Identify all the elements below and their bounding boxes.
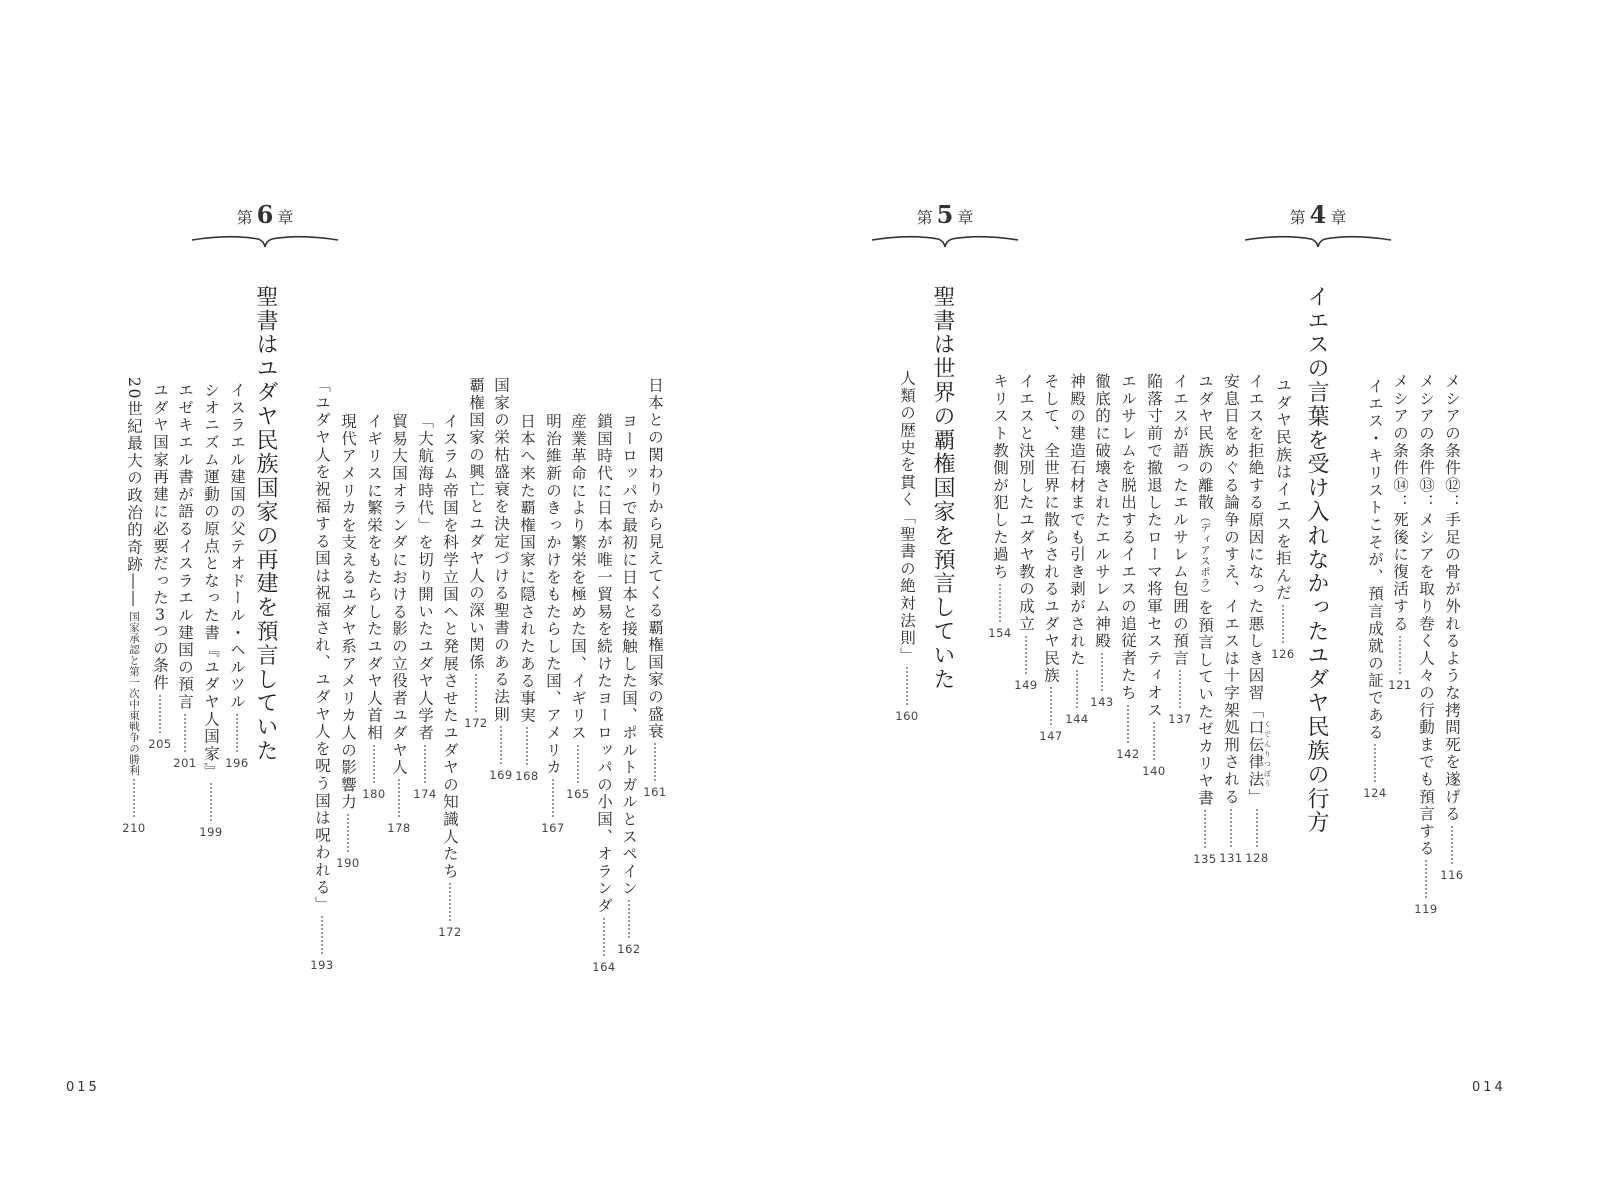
toc-entry[interactable]: [309, 377, 335, 972]
toc-page-number: 199: [199, 824, 223, 839]
toc-page-number: 169: [489, 768, 513, 782]
toc-entry[interactable]: [1387, 373, 1413, 692]
chapter-label-suffix: 章: [277, 208, 294, 227]
chapter-swash-ornament: [870, 232, 1020, 252]
toc-entry[interactable]: [1362, 378, 1388, 800]
toc-entry[interactable]: [172, 382, 198, 770]
toc-entry-title: [147, 382, 173, 692]
entry-text: 陥落寸前で撤退したローマ将軍セスティオス: [1145, 373, 1163, 719]
page-number-right: 014: [1472, 1080, 1506, 1095]
toc-entry[interactable]: [147, 382, 173, 751]
entry-text: 「大航海時代」を切り開いたユダヤ人学者: [416, 413, 434, 742]
toc-page-number: 137: [1168, 712, 1192, 727]
chapter-title: [252, 285, 278, 763]
dot-leader: [1256, 809, 1258, 847]
toc-entry-title: [565, 413, 591, 742]
dot-leader: [398, 779, 400, 817]
entry-text: イエスが語ったエルサレム包囲の預言: [1171, 373, 1189, 668]
toc-entry[interactable]: [463, 377, 489, 730]
toc-entry[interactable]: [1270, 377, 1296, 661]
dot-leader: [373, 745, 375, 783]
entry-text: シオニズム運動の原点となった書『ユダヤ人国家』: [202, 382, 220, 780]
toc-page-number: 140: [1142, 764, 1166, 778]
entry-text: メシアの条件⑭：死後に復活する: [1391, 373, 1409, 633]
chapter-number: 4: [1309, 200, 1327, 229]
dot-leader: [1230, 809, 1232, 847]
toc-entry[interactable]: [198, 382, 224, 839]
entry-text: 現代アメリカを支えるユダヤ系アメリカ人の影響力: [339, 413, 357, 811]
toc-entry[interactable]: [1439, 373, 1465, 882]
toc-entry-title: [642, 377, 668, 740]
entry-text: メシアの条件⑬：メシアを取り巻く人々の行動までも預言する: [1417, 373, 1435, 858]
dot-leader: [1050, 687, 1052, 725]
chapter-swash-ornament: [1243, 232, 1393, 252]
chapter-swash-ornament: [190, 232, 340, 252]
dot-leader: [654, 743, 656, 781]
ruby-term: [1246, 719, 1272, 789]
chapter-heading: [1248, 200, 1388, 229]
toc-entry-title: [335, 413, 361, 811]
toc-page-number: 174: [413, 786, 437, 801]
entry-text: 国家の栄枯盛衰を決定づける聖書のある法則: [492, 377, 510, 723]
toc-page-number: 119: [1414, 902, 1438, 917]
entry-text: イギリスに繁栄をもたらしたユダヤ人首相: [365, 413, 383, 742]
toc-entry-title: [172, 382, 198, 711]
toc-page-number: 160: [895, 709, 919, 724]
entry-text: メシアの条件⑫：手足の骨が外れるような拷問死を遂げる: [1443, 373, 1461, 823]
toc-page-number: 164: [592, 959, 616, 974]
chapter-title-text: 聖書は世界の覇権国家を預言していた: [930, 285, 955, 692]
toc-entry[interactable]: [565, 413, 591, 801]
toc-entry[interactable]: [1413, 373, 1439, 916]
chapter-label-suffix: 章: [957, 208, 974, 227]
toc-entry-title: [1089, 373, 1115, 650]
toc-entry[interactable]: [121, 377, 147, 835]
toc-entry-title: [1387, 373, 1413, 633]
toc-entry-title: [894, 370, 920, 664]
toc-entry[interactable]: [488, 377, 514, 782]
dot-leader: [236, 714, 238, 752]
chapter-number: 6: [256, 200, 274, 229]
entry-subtext: （ディアスポラ）: [1199, 511, 1211, 600]
toc-entry[interactable]: [987, 373, 1013, 640]
entry-text: 産業革命により繁栄を極めた国、イギリス: [569, 413, 587, 742]
toc-entry[interactable]: [437, 413, 463, 939]
toc-entry-title: [1167, 373, 1193, 667]
chapter-label-prefix: 第: [916, 208, 933, 227]
entry-text: 日本へ来た覇権国家に隠されたある事実: [518, 413, 536, 725]
chapter-label-prefix: 第: [236, 208, 253, 227]
toc-entry-title: [1270, 377, 1296, 602]
dot-leader: [1282, 605, 1284, 643]
toc-page-number: 180: [362, 786, 386, 801]
toc-entry-title: [412, 413, 438, 742]
dot-leader: [424, 745, 426, 783]
dot-leader: [1425, 860, 1427, 898]
dot-leader: [1399, 636, 1401, 674]
toc-entry-title: [361, 413, 387, 742]
toc-entry-title: [987, 373, 1013, 581]
toc-page-number: 149: [1014, 677, 1038, 692]
toc-entry[interactable]: [540, 413, 566, 835]
dot-leader: [1374, 744, 1376, 782]
toc-entry[interactable]: [361, 413, 387, 801]
toc-entry-title: [488, 377, 514, 723]
toc-entry[interactable]: [335, 413, 361, 870]
dot-leader: [628, 900, 630, 938]
page-number-left: 015: [66, 1080, 100, 1095]
toc-page-number: 193: [310, 958, 334, 973]
toc-entry-title: [121, 377, 147, 776]
entry-text: 貿易大国オランダにおける影の立役者ユダヤ人: [390, 413, 408, 777]
toc-entry-title: [514, 413, 540, 724]
entry-text: ユダヤ国家再建に必要だった3つの条件: [151, 382, 169, 692]
toc-entry[interactable]: [1038, 373, 1064, 743]
toc-entry-title: [1439, 373, 1465, 823]
toc-page-number: 210: [122, 820, 146, 835]
chapter-label-prefix: 第: [1289, 208, 1306, 227]
dot-leader: [184, 714, 186, 752]
entry-text: エルサレムを脱出するイエスの追従者たち: [1119, 373, 1137, 702]
dot-leader: [552, 779, 554, 817]
dot-leader: [999, 584, 1001, 622]
entry-text: イスラエル建国の父テオドール・ヘルツル: [228, 382, 246, 711]
toc-page-number: 172: [438, 925, 462, 940]
dot-leader: [1451, 826, 1453, 864]
chapter-heading: [195, 200, 335, 229]
entry-text: ユダヤ民族はイエスを拒んだ: [1274, 377, 1292, 602]
toc-entry-title: [1064, 373, 1090, 667]
toc-page-number: 124: [1363, 786, 1387, 801]
toc-entry[interactable]: [1167, 373, 1193, 726]
toc-page-number: 147: [1039, 729, 1063, 744]
entry-text: そして、全世界に散らされるユダヤ民族: [1042, 373, 1060, 685]
toc-entry-title: [1413, 373, 1439, 857]
toc-page-number: 128: [1245, 850, 1269, 865]
entry-text: 20世紀最大の政治的奇跡――: [125, 377, 143, 608]
toc-page-number: 165: [566, 786, 590, 801]
dot-leader: [1076, 670, 1078, 708]
dot-leader: [159, 695, 161, 733]
chapter-heading: [875, 200, 1015, 229]
dot-leader: [449, 883, 451, 921]
toc-page-number: 131: [1219, 850, 1243, 865]
entry-text: 「ユダヤ人を祝福する国は祝福され、ユダヤ人を呪う国は呪われる」: [313, 377, 331, 914]
dot-leader: [526, 727, 528, 765]
toc-entry-title: [1243, 373, 1272, 806]
toc-entry-title: [224, 382, 250, 711]
entry-text: 日本との関わりから見えてくる覇権国家の盛衰: [646, 377, 664, 741]
entry-text: ユダヤ民族の離散: [1196, 373, 1214, 512]
entry-text: 人類の歴史を貫く「聖書の絶対法則」: [898, 370, 916, 665]
dot-leader: [1153, 722, 1155, 760]
toc-page-number: 205: [148, 736, 172, 751]
dot-leader: [500, 726, 502, 764]
toc-page-number: 178: [387, 821, 411, 836]
entry-text: 神殿の建造石材までも引き剥がされた: [1068, 373, 1086, 668]
toc-entry[interactable]: [1064, 373, 1090, 726]
entry-subtext: 国家承認と第一次中東戦争の勝利: [128, 610, 140, 776]
toc-entry[interactable]: [1013, 373, 1039, 692]
toc-entry[interactable]: [1141, 373, 1167, 778]
dot-leader: [1204, 810, 1206, 848]
toc-page-number: 154: [988, 625, 1012, 640]
toc-entry-title: [616, 413, 642, 897]
toc-page-number: 116: [1440, 867, 1464, 882]
chapter-title-text: イエスの言葉を受け入れなかったユダヤ民族の行方: [1304, 285, 1329, 835]
chapter-title-text: 聖書はユダヤ民族国家の再建を預言していた: [253, 285, 278, 763]
dot-leader: [577, 745, 579, 783]
toc-page-number: 126: [1271, 646, 1295, 661]
toc-entry[interactable]: [1115, 373, 1141, 761]
toc-entry-title: [198, 382, 224, 780]
toc-page-number: 161: [643, 785, 667, 800]
toc-page-number: 135: [1193, 852, 1217, 867]
dot-leader: [210, 783, 212, 821]
chapter-title: [929, 285, 955, 691]
toc-entry[interactable]: [591, 413, 617, 974]
toc-entry-title: [1141, 373, 1167, 719]
toc-page-number: 167: [541, 821, 565, 836]
entry-text: イスラム帝国を科学立国へと発展させたユダヤの知識人たち: [441, 413, 459, 881]
dot-leader: [1179, 670, 1181, 708]
toc-entry[interactable]: [616, 413, 642, 956]
entry-text: エゼキエル書が語るイスラエル建国の預言: [176, 382, 194, 711]
dot-leader: [1025, 636, 1027, 674]
entry-text: 徹底的に破壊されたエルサレム神殿: [1093, 373, 1111, 650]
toc-page-number: 190: [336, 855, 360, 870]
entry-text: 明治維新のきっかけをもたらした国、アメリカ: [544, 413, 562, 777]
toc-entry-title: [1192, 373, 1218, 807]
dot-leader: [1101, 653, 1103, 691]
toc-entry-title: [1362, 378, 1388, 741]
entry-text: 鎖国時代に日本が唯一貿易を続けたヨーロッパの小国、オランダ: [595, 413, 613, 915]
entry-text: 安息日をめぐる論争のすえ、イエスは十字架処刑される: [1222, 373, 1240, 806]
dot-leader: [347, 814, 349, 852]
toc-entry[interactable]: [412, 413, 438, 801]
toc-page-number: 196: [225, 755, 249, 770]
dot-leader: [321, 916, 323, 954]
toc-page-number: 168: [515, 769, 539, 784]
toc-page-number: 121: [1388, 677, 1412, 692]
toc-entry[interactable]: [386, 413, 412, 835]
dot-leader: [1127, 705, 1129, 743]
entry-text: キリスト教側が犯した過ち: [991, 373, 1009, 581]
entry-text: ヨーロッパで最初に日本と接触した国、ポルトガルとスペイン: [620, 413, 638, 898]
entry-text: イエス・キリストこそが、預言成就の証である: [1366, 378, 1384, 742]
toc-entry[interactable]: [1218, 373, 1244, 865]
toc-entry[interactable]: [514, 413, 540, 783]
dot-leader: [906, 667, 908, 705]
entry-text-after: 」: [1246, 788, 1265, 806]
toc-entry[interactable]: [224, 382, 250, 770]
dot-leader: [475, 674, 477, 712]
dot-leader: [603, 918, 605, 956]
toc-entry-title: [386, 413, 412, 776]
toc-page-number: 142: [1116, 746, 1140, 761]
toc-entry-title: [591, 413, 617, 915]
toc-page-number: 201: [173, 755, 197, 770]
chapter-label-suffix: 章: [1330, 208, 1347, 227]
toc-page-number: 143: [1090, 694, 1114, 709]
toc-entry-title: [309, 377, 335, 913]
entry-text-after: を預言していたゼカリヤ書: [1196, 599, 1214, 808]
dot-leader: [133, 779, 135, 817]
toc-entry[interactable]: [642, 377, 668, 799]
chapter-title: [1303, 285, 1329, 835]
toc-entry-title: [1013, 373, 1039, 633]
toc-entry-title: [437, 413, 463, 880]
toc-entry-title: [1115, 373, 1141, 702]
toc-entry[interactable]: [1089, 373, 1115, 709]
toc-entry[interactable]: [894, 370, 920, 723]
toc-entry-title: [1038, 373, 1064, 684]
toc-entry-title: [463, 377, 489, 671]
toc-entry[interactable]: [1192, 373, 1218, 866]
toc-entry[interactable]: [1244, 373, 1270, 865]
entry-text: 覇権国家の興亡とユダヤ人の深い関係: [467, 377, 485, 672]
toc-entry-title: [540, 413, 566, 776]
toc-page-number: 172: [464, 716, 488, 731]
entry-text: イエスを拒絶する原因になった悪しき因習「: [1246, 373, 1265, 719]
chapter-number: 5: [936, 200, 954, 229]
toc-entry-title: [1218, 373, 1244, 806]
ruby-base: 口伝律法: [1246, 719, 1265, 789]
toc-page-number: 162: [617, 942, 641, 957]
entry-text: イエスと決別したユダヤ教の成立: [1017, 373, 1035, 633]
toc-page-number: 144: [1065, 712, 1089, 727]
ruby-reading: くでんりつぽう: [1263, 719, 1272, 789]
